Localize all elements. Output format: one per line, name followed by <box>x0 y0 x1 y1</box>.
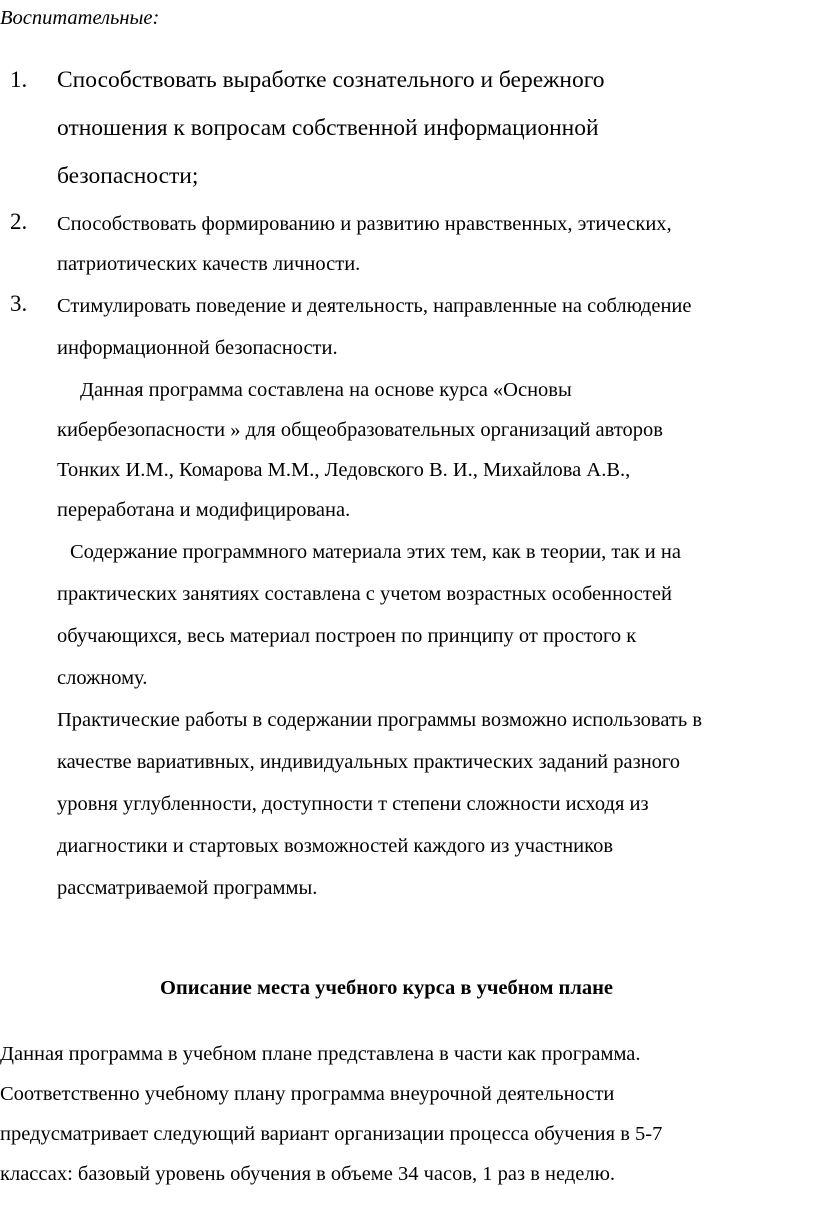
section-heading-educational: Воспитательные: <box>0 7 160 29</box>
paragraph-2-line-3: обучающихся, весь материал построен по принципу от простого к <box>57 625 637 647</box>
paragraph-3-line-4: диагностики и стартовых возможностей каждого из участников <box>57 835 613 857</box>
list-item-1-line-2: отношения к вопросам собственной информационной <box>57 115 599 141</box>
list-item-2-line-2: патриотических качеств личности. <box>57 253 361 275</box>
list-item-1-line-1: Способствовать выработке сознательного и бережного <box>57 67 605 93</box>
list-item-2-line-1: Способствовать формированию и развитию нравственных, этических, <box>57 213 672 235</box>
paragraph-4-line-4: классах: базовый уровень обучения в объеме 34 часов, 1 раз в неделю. <box>0 1163 616 1185</box>
paragraph-2-line-1: Содержание программного материала этих тем, как в теории, так и на <box>70 541 681 563</box>
paragraph-1-line-1: Данная программа составлена на основе курса «Основы <box>80 379 572 401</box>
paragraph-2-line-2: практических занятиях составлена с учетом возрастных особенностей <box>57 583 672 605</box>
paragraph-4-line-2: Соответственно учебному плану программа внеурочной деятельности <box>0 1083 615 1105</box>
paragraph-4-line-1: Данная программа в учебном плане представлена в части как программа. <box>0 1043 641 1065</box>
list-item-3-line-1: Стимулировать поведение и деятельность, направленные на соблюдение <box>57 295 692 317</box>
section-title: Описание места учебного курса в учебном плане <box>160 977 614 999</box>
list-number-3: 3. <box>10 291 28 316</box>
paragraph-1-line-3: Тонких И.М., Комарова М.М., Ледовского В. И., Михайлова А.В., <box>57 459 631 481</box>
paragraph-1-line-2: кибербезопасности » для общеобразовательных организаций авторов <box>57 419 663 441</box>
list-number-1: 1. <box>10 67 28 92</box>
list-item-1-line-3: безопасности; <box>57 163 199 189</box>
paragraph-3-line-1: Практические работы в содержании программы возможно использовать в <box>57 709 703 731</box>
paragraph-4-line-3: предусматривает следующий вариант организации процесса обучения в 5-7 <box>0 1123 663 1145</box>
paragraph-1-line-4: переработана и модифицирована. <box>57 499 351 521</box>
paragraph-3-line-3: уровня углубленности, доступности т степени сложности исходя из <box>57 793 649 815</box>
list-item-3-line-2: информационной безопасности. <box>57 337 338 359</box>
paragraph-3-line-2: качестве вариативных, индивидуальных практических заданий разного <box>57 751 681 773</box>
paragraph-2-line-4: сложному. <box>57 667 148 689</box>
list-number-2: 2. <box>10 209 28 234</box>
paragraph-3-line-5: рассматриваемой программы. <box>57 877 318 899</box>
